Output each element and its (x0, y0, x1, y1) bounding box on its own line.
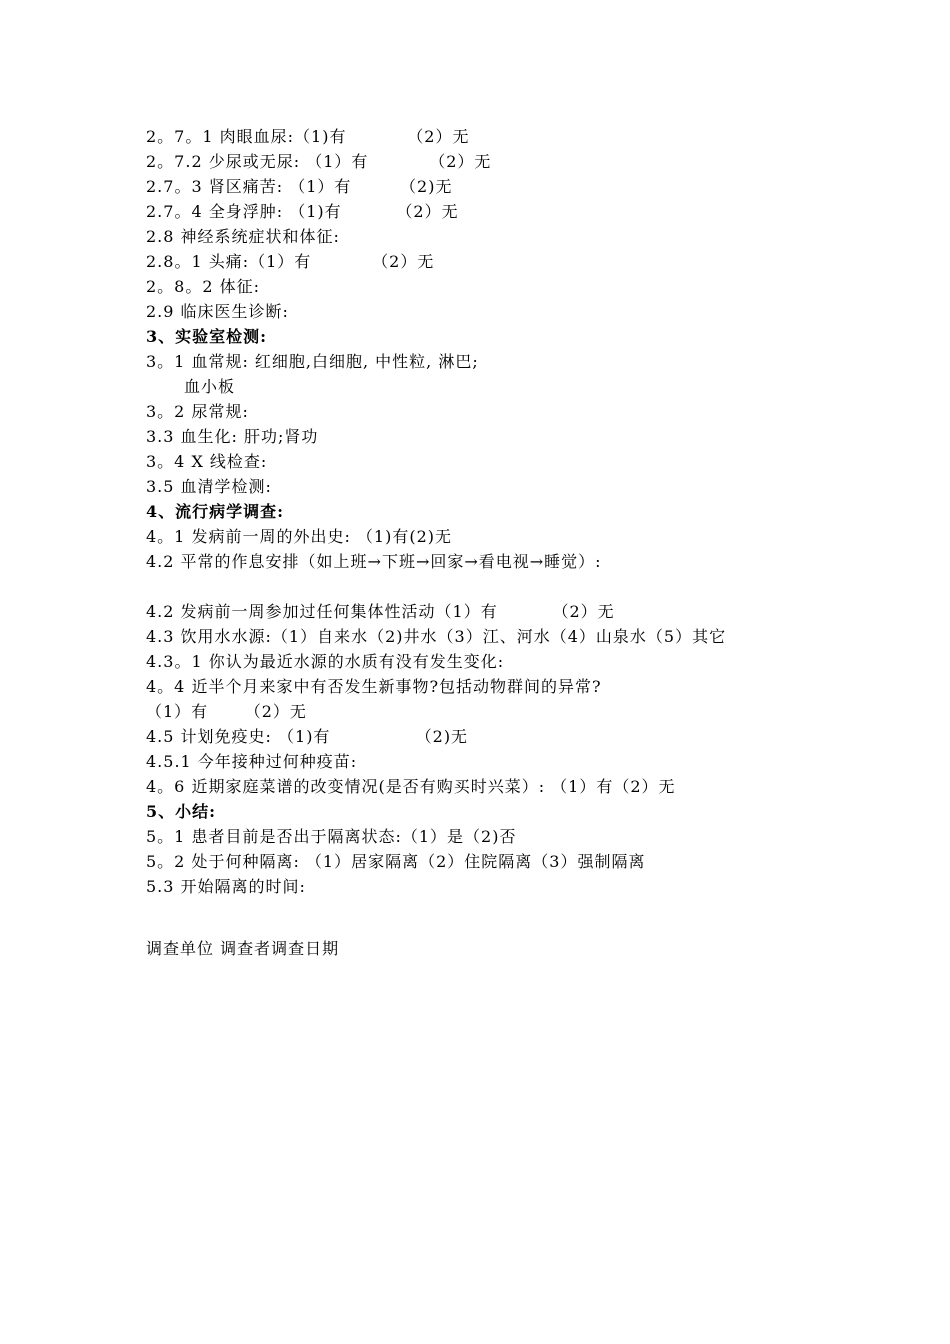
item-2-8: 2.8 神经系统症状和体征: (146, 227, 340, 246)
item-4-3: 4.3 饮用水水源:（1）自来水（2)井水（3）江、河水（4）山泉水（5）其它 (146, 627, 727, 646)
document-body (146, 124, 846, 961)
item-4-3-1: 4.3。1 你认为最近水源的水质有没有发生变化: (146, 652, 505, 671)
section-heading-epidemiology: 4、流行病学调查: (146, 502, 285, 521)
item-2-9: 2.9 临床医生诊断: (146, 302, 289, 321)
item-4-2-group-activity: 4.2 发病前一周参加过任何集体性活动（1）有 （2）无 (146, 602, 615, 621)
item-4-2-routine: 4.2 平常的作息安排（如上班→下班→回家→看电视→睡觉）: (146, 552, 602, 571)
item-2-8-2: 2。8。2 体征: (146, 277, 261, 296)
item-3-4: 3。4 X 线检查: (146, 452, 268, 471)
item-3-1-continued: 血小板 (184, 377, 236, 396)
item-2-7-1: 2。7。1 肉眼血尿:（1)有 （2）无 (146, 127, 470, 146)
item-5-2: 5。2 处于何种隔离: （1）居家隔离（2）住院隔离（3）强制隔离 (146, 852, 646, 871)
item-5-1: 5。1 患者目前是否出于隔离状态:（1）是（2)否 (146, 827, 517, 846)
item-4-6: 4。6 近期家庭菜谱的改变情况(是否有购买时兴菜）: （1）有（2）无 (146, 777, 676, 796)
item-4-4-options: （1）有 （2）无 (146, 702, 307, 721)
item-4-1: 4。1 发病前一周的外出史: （1)有(2)无 (146, 527, 453, 546)
item-2-8-1: 2.8。1 头痛:（1）有 （2）无 (146, 252, 435, 271)
item-4-5-1: 4.5.1 今年接种过何种疫苗: (146, 752, 358, 771)
section-heading-lab-tests: 3、实验室检测: (146, 327, 268, 346)
item-4-5: 4.5 计划免疫史: （1)有 （2)无 (146, 727, 469, 746)
item-5-3: 5.3 开始隔离的时间: (146, 877, 306, 896)
item-3-2: 3。2 尿常规: (146, 402, 249, 421)
signature-footer: 调查单位 调查者调查日期 (146, 939, 340, 958)
blank-line (146, 574, 846, 599)
section-heading-summary: 5、小结: (146, 802, 217, 821)
item-3-5: 3.5 血清学检测: (146, 477, 272, 496)
item-3-3: 3.3 血生化: 肝功;肾功 (146, 427, 319, 446)
item-2-7-3: 2.7。3 肾区痛苦: （1）有 （2)无 (146, 177, 453, 196)
item-2-7-2: 2。7.2 少尿或无尿: （1）有 （2）无 (146, 152, 492, 171)
item-4-4: 4。4 近半个月来家中有否发生新事物?包括动物群间的异常? (146, 677, 602, 696)
item-3-1: 3。1 血常规: 红细胞,白细胞, 中性粒, 淋巴; (146, 352, 479, 371)
item-2-7-4: 2.7。4 全身浮肿: （1)有 （2）无 (146, 202, 459, 221)
spacer (146, 899, 846, 924)
